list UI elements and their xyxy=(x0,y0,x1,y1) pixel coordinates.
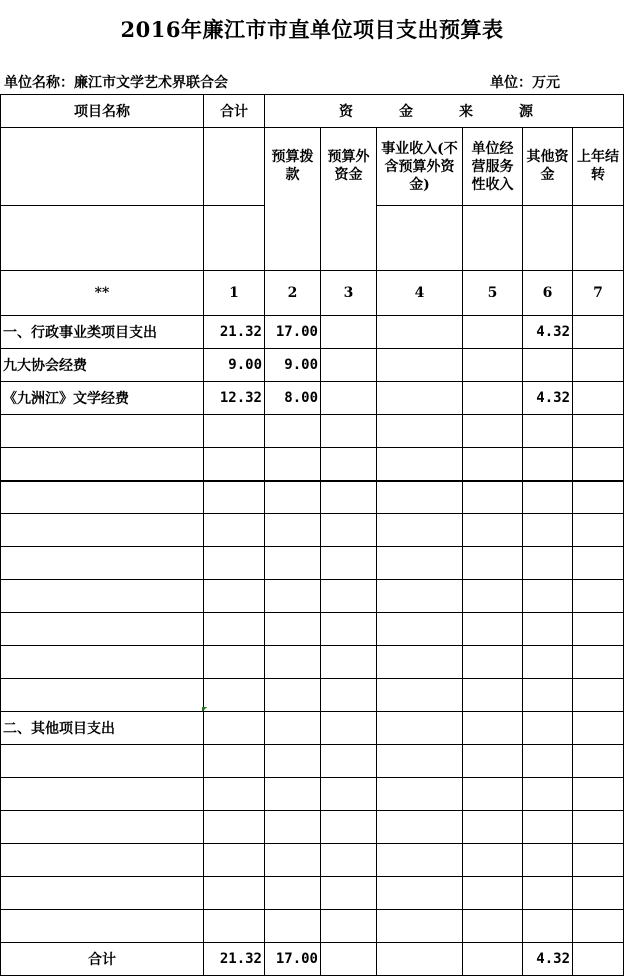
header-cell xyxy=(523,206,573,271)
header-total: 合计 xyxy=(204,95,265,128)
header-col2: 预算拨款 xyxy=(265,128,321,271)
row-c7 xyxy=(573,316,624,349)
row-c6: 4.32 xyxy=(523,316,573,349)
total-sum: 21.32 xyxy=(204,943,265,976)
index-cell: 3 xyxy=(321,271,377,316)
index-cell: 6 xyxy=(523,271,573,316)
budget-table xyxy=(0,94,624,976)
unit-name: 单位名称：廉江市文学艺术界联合会 xyxy=(4,75,228,91)
empty-row xyxy=(1,778,624,811)
index-cell: 7 xyxy=(573,271,624,316)
table-row xyxy=(1,382,624,415)
table-row xyxy=(1,316,624,349)
row-c4 xyxy=(377,349,463,382)
page-title: 2016年廉江市市直单位项目支出预算表 xyxy=(120,17,504,42)
row-c3 xyxy=(321,382,377,415)
header-col7: 上年结转 xyxy=(573,128,624,206)
row-c2: 8.00 xyxy=(265,382,321,415)
empty-row xyxy=(1,646,624,679)
row-c2: 17.00 xyxy=(265,316,321,349)
empty-row xyxy=(1,811,624,844)
index-cell: 1 xyxy=(204,271,265,316)
section-row xyxy=(1,712,624,745)
empty-row xyxy=(1,448,624,481)
empty-row xyxy=(1,613,624,646)
index-cell: 4 xyxy=(377,271,463,316)
total-row xyxy=(1,943,624,976)
header-cell xyxy=(573,206,624,271)
empty-row xyxy=(1,415,624,448)
row-name: 九大协会经费 xyxy=(1,349,204,382)
header-project-name: 项目名称 xyxy=(1,95,204,128)
total-c6: 4.32 xyxy=(523,943,573,976)
unit-label: 单位：万元 xyxy=(490,75,560,91)
header-blank-total xyxy=(204,128,265,206)
empty-row xyxy=(1,481,624,514)
row-c3 xyxy=(321,349,377,382)
empty-row xyxy=(1,679,624,712)
row-c5 xyxy=(463,382,523,415)
row-total: 21.32 xyxy=(204,316,265,349)
empty-row xyxy=(1,877,624,910)
cell-comment-marker xyxy=(202,707,207,712)
header-funding-source: 资 金 来 源 xyxy=(265,95,624,128)
row-c7 xyxy=(573,349,624,382)
header-cell xyxy=(377,206,463,271)
empty-row xyxy=(1,580,624,613)
empty-row xyxy=(1,514,624,547)
empty-row xyxy=(1,910,624,943)
row-c6 xyxy=(523,349,573,382)
index-cell: 2 xyxy=(265,271,321,316)
section-2-label: 二、其他项目支出 xyxy=(1,712,204,745)
row-c6: 4.32 xyxy=(523,382,573,415)
empty-row xyxy=(1,745,624,778)
empty-row xyxy=(1,547,624,580)
row-c4 xyxy=(377,316,463,349)
header-col3: 预算外资金 xyxy=(321,128,377,271)
header-blank-name xyxy=(1,128,204,206)
header-col5: 单位经营服务性收入 xyxy=(463,128,523,206)
row-c5 xyxy=(463,349,523,382)
row-name: 一、行政事业类项目支出 xyxy=(1,316,204,349)
header-cell xyxy=(204,206,265,271)
row-c4 xyxy=(377,382,463,415)
row-c5 xyxy=(463,316,523,349)
row-name: 《九洲江》文学经费 xyxy=(1,382,204,415)
row-c7 xyxy=(573,382,624,415)
empty-row xyxy=(1,844,624,877)
row-total: 9.00 xyxy=(204,349,265,382)
header-col6: 其他资金 xyxy=(523,128,573,206)
header-cell xyxy=(1,206,204,271)
row-c3 xyxy=(321,316,377,349)
total-label: 合计 xyxy=(1,943,204,976)
row-c2: 9.00 xyxy=(265,349,321,382)
row-total: 12.32 xyxy=(204,382,265,415)
index-cell: 5 xyxy=(463,271,523,316)
total-c2: 17.00 xyxy=(265,943,321,976)
index-cell: ** xyxy=(1,271,204,316)
header-cell xyxy=(463,206,523,271)
table-row xyxy=(1,349,624,382)
header-col4: 事业收入(不含预算外资金) xyxy=(377,128,463,206)
